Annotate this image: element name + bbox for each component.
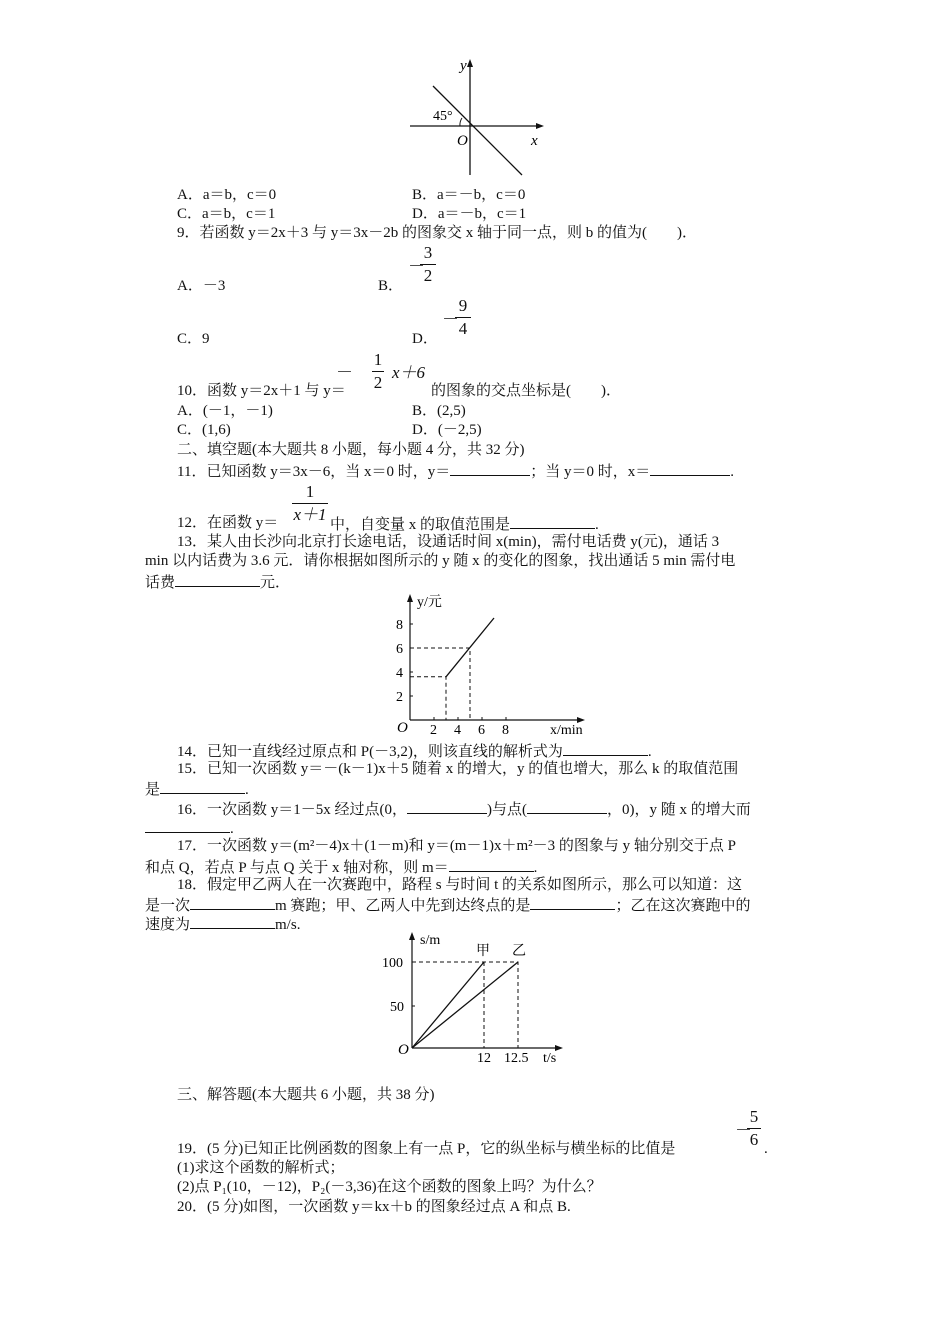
q18-line3 — [145, 914, 300, 934]
q10-option-c: C．(1,6) — [177, 422, 231, 438]
q10-option-d: D．(－2,5) — [412, 422, 482, 438]
q20-stem: 20．(5 分)如图，一次函数 y＝kx＋b 的图象经过点 A 和点 B. — [177, 1199, 571, 1215]
q10-frac-sign: － — [336, 363, 353, 382]
x-tick: 4 — [454, 723, 461, 737]
fraction-bar — [747, 1128, 761, 1129]
q18-text-b: m 赛跑；甲、乙两人中先到达终点的是 — [275, 898, 531, 914]
q11-text-a: 11．已知函数 y＝3x－6，当 x＝0 时，y＝ — [177, 464, 451, 480]
q16-blank-3[interactable] — [145, 818, 230, 833]
y-tick: 50 — [390, 1000, 404, 1015]
q18-text-e: m/s. — [275, 917, 301, 933]
q12-fraction — [292, 482, 328, 525]
q12-text-a: 12．在函数 y＝ — [177, 515, 279, 531]
q18-blank-1[interactable] — [190, 895, 275, 910]
q16-blank-1[interactable] — [407, 799, 487, 814]
numerator: 1 — [305, 482, 315, 501]
y-tick: 100 — [382, 956, 403, 971]
q18-line2 — [145, 895, 750, 915]
q16-text-c: ，0)，y 随 x 的增大而 — [607, 802, 751, 818]
x-tick: 12 — [477, 1051, 491, 1065]
y-tick: 8 — [396, 618, 403, 633]
q17-line2 — [145, 857, 537, 877]
denominator: 4 — [458, 319, 468, 338]
section-2-heading: 二、填空题(本大题共 8 小题，每小题 4 分，共 32 分) — [177, 442, 525, 458]
numerator: 9 — [458, 296, 468, 315]
q15-blank[interactable] — [160, 779, 245, 794]
q14 — [177, 741, 652, 761]
q9-option-d-label: D． — [412, 331, 438, 347]
q19-end: . — [764, 1141, 768, 1157]
q13-text-b: 元． — [260, 575, 291, 591]
q10-stem-a: 10．函数 y＝2x＋1 与 y＝ — [177, 383, 346, 399]
q18-chart — [380, 930, 570, 1065]
angle-label: 45° — [433, 109, 453, 124]
q16-text-b: )与点( — [487, 802, 527, 818]
q10-option-a: A．(－1，－1) — [177, 403, 273, 419]
q9-stem: 9．若函数 y＝2x＋3 与 y＝3x－2b 的图象交 x 轴于同一点，则 b 的值为( )． — [177, 225, 697, 241]
numerator: 1 — [373, 350, 383, 369]
q19-fraction — [747, 1107, 761, 1150]
x-axis-label: t/s — [543, 1051, 557, 1065]
x-axis-label: x — [531, 133, 538, 149]
q17-blank[interactable] — [449, 857, 534, 872]
q13-text-a: 话费 — [145, 575, 176, 591]
q17-text-b: . — [533, 860, 538, 876]
q16-text-d: . — [230, 821, 234, 837]
q19-stem: 19．(5 分)已知正比例函数的图象上有一点 P，它的纵坐标与横坐标的比值是 — [177, 1141, 676, 1157]
q8-option-c: C．a＝b，c＝1 — [177, 206, 276, 222]
q16-text-a: 16．一次函数 y＝1－5x 经过点(0， — [177, 802, 407, 818]
q13-chart — [385, 592, 595, 737]
q15-text-a: 是 — [145, 782, 161, 798]
origin-label: O — [398, 1042, 409, 1058]
denominator: 2 — [423, 266, 433, 285]
q16-blank-2[interactable] — [527, 799, 607, 814]
x-tick: 6 — [478, 723, 485, 737]
q11 — [177, 461, 734, 481]
q13-line3 — [145, 572, 290, 592]
q9-option-c: C．9 — [177, 331, 210, 347]
q10-option-b: B．(2,5) — [412, 403, 466, 419]
y-axis-label: y — [460, 58, 467, 74]
denominator: 2 — [373, 373, 383, 392]
q16-line2 — [145, 818, 234, 838]
q8-axis-figure — [405, 55, 550, 180]
series-label-yi: 乙 — [512, 944, 526, 959]
q19-frac-sign: － — [735, 1121, 752, 1140]
x-tick: 12.5 — [504, 1051, 529, 1065]
fraction-bar — [292, 503, 328, 504]
y-tick: 6 — [396, 642, 403, 657]
q18-blank-2[interactable] — [530, 895, 615, 910]
fraction-bar — [372, 371, 384, 372]
fraction-bar — [420, 264, 436, 265]
fraction-bar — [455, 317, 471, 318]
y-axis-label: y/元 — [417, 595, 442, 610]
q10-stem-b: 的图象的交点坐标是( )． — [431, 383, 621, 399]
x-tick: 8 — [502, 723, 509, 737]
x-axis-label: x/min — [550, 723, 583, 737]
q9-option-a: A．－3 — [177, 278, 226, 294]
numerator: 5 — [749, 1107, 759, 1126]
q8-option-d: D．a＝－b，c＝1 — [412, 206, 527, 222]
q8-option-a: A．a＝b，c＝0 — [177, 187, 277, 203]
q9-option-d-sign: － — [442, 310, 459, 329]
q11-blank-y[interactable] — [450, 461, 530, 476]
y-axis-label: s/m — [420, 933, 441, 948]
denominator: 6 — [749, 1130, 759, 1149]
q11-text-b: ；当 y＝0 时，x＝ — [530, 464, 651, 480]
q14-text-b: . — [647, 744, 652, 760]
q14-text-a: 14．已知一直线经过原点和 P(－3,2)，则该直线的解析式为 — [177, 744, 563, 760]
q11-blank-x[interactable] — [650, 461, 730, 476]
q15-text-b: . — [245, 782, 249, 798]
q19-sub1: (1)求这个函数的解析式； — [177, 1160, 345, 1176]
q9-option-d-fraction — [455, 296, 471, 339]
q18-line1: 18．假定甲乙两人在一次赛跑中，路程 s 与时间 t 的关系如图所示，那么可以知道：这 — [177, 877, 743, 893]
x-tick: 2 — [430, 723, 437, 737]
q13-blank[interactable] — [175, 572, 260, 587]
section-3-heading: 三、解答题(本大题共 6 小题，共 38 分) — [177, 1087, 435, 1103]
q12-blank[interactable] — [510, 514, 595, 529]
q14-blank[interactable] — [563, 741, 648, 756]
q10-fraction — [372, 350, 384, 393]
q9-option-b-label: B． — [378, 278, 404, 294]
q17-text-a: 和点 Q，若点 P 与点 Q 关于 x 轴对称，则 m＝ — [145, 860, 449, 876]
origin-label: O — [457, 133, 468, 149]
q9-option-b-sign: － — [408, 257, 425, 276]
q17-line1: 17．一次函数 y＝(m²－4)x＋(1－m)和 y＝(m－1)x＋m²－3 的图象与 y 轴分别交于点 P — [177, 838, 736, 854]
q8-option-b: B．a＝－b，c＝0 — [412, 187, 526, 203]
q18-text-d: 速度为 — [145, 917, 191, 933]
q12-text-c: . — [595, 517, 599, 533]
origin-label: O — [397, 720, 408, 736]
q12-text-b: 中，自变量 x 的取值范围是 — [330, 517, 511, 533]
q13-line1: 13．某人由长沙向北京打长途电话，设通话时间 x(min)，需付电话费 y(元)，通话 3 — [177, 534, 720, 550]
q18-text-c: ；乙在这次赛跑中的 — [615, 898, 751, 914]
q13-line2: min 以内话费为 3.6 元．请你根据如图所示的 y 随 x 的变化的图象，找出通话 5 min 需付电 — [145, 553, 736, 569]
y-tick: 2 — [396, 690, 403, 705]
q11-text-c: . — [730, 464, 734, 480]
y-tick: 4 — [396, 666, 403, 681]
q19-sub2: (2)点 P₁(10，－12)，P₂(－3,36)在这个函数的图象上吗？为什么？ — [177, 1179, 602, 1195]
q10-frac-tail: x＋6 — [392, 363, 426, 382]
numerator: 3 — [423, 243, 433, 262]
q18-blank-3[interactable] — [190, 914, 275, 929]
q15-line1: 15．已知一次函数 y＝－(k－1)x＋5 随着 x 的增大，y 的值也增大，那么 k 的取值范围 — [177, 761, 739, 777]
denominator: x＋1 — [293, 505, 327, 524]
q16-line1 — [177, 799, 751, 819]
series-label-jia: 甲 — [476, 944, 490, 959]
q12 — [330, 514, 599, 534]
q15-line2 — [145, 779, 249, 799]
q18-text-a: 是一次 — [145, 898, 191, 914]
q9-option-b-fraction — [420, 243, 436, 286]
